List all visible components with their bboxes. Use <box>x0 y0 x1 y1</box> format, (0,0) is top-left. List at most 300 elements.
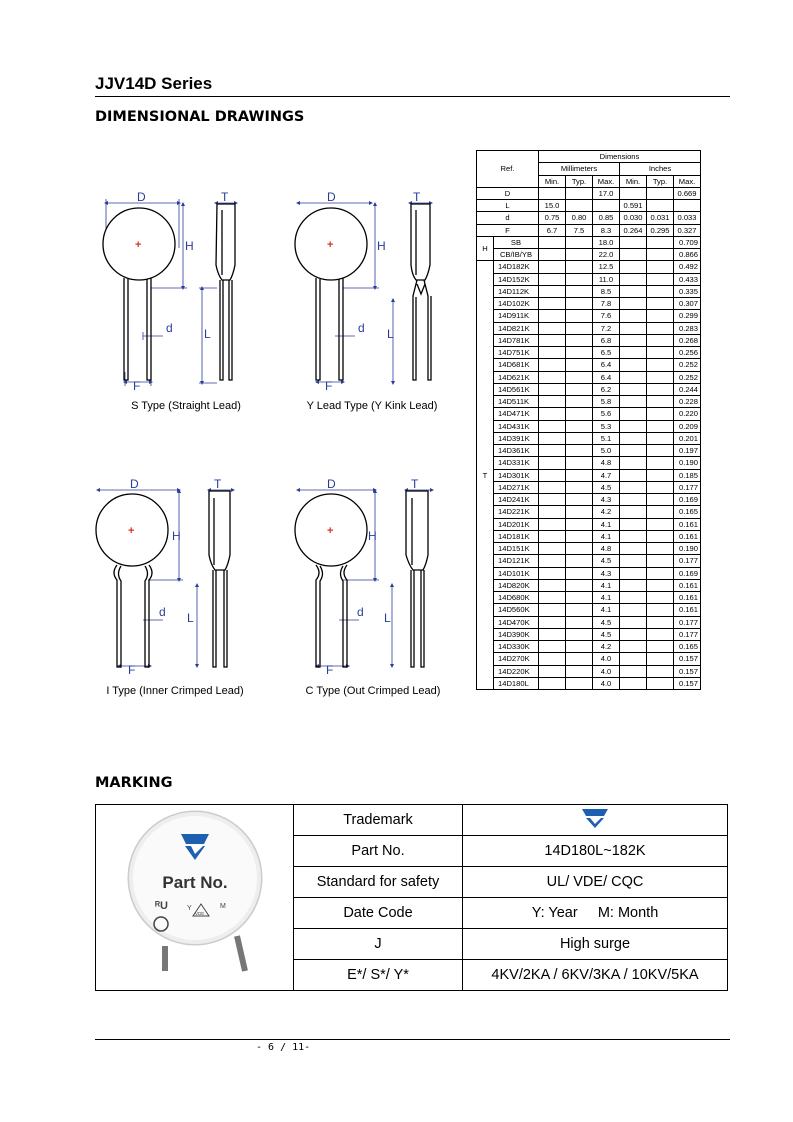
table-cell <box>539 457 566 469</box>
table-row <box>477 212 701 224</box>
table-cell <box>566 298 593 310</box>
table-cell <box>620 530 647 542</box>
table-cell <box>539 555 566 567</box>
h-group-label: H <box>477 236 494 261</box>
s-label-D: D <box>137 190 146 204</box>
table-cell <box>647 432 674 444</box>
table-cell <box>566 555 593 567</box>
value-cell: 0.252 <box>674 371 701 383</box>
dimensions-header: Dimensions <box>539 151 701 163</box>
table-cell <box>566 285 593 297</box>
part-code: 14D101K <box>494 567 539 579</box>
value-cell: 4.1 <box>593 579 620 591</box>
table-row <box>477 383 701 395</box>
i-label-H: H <box>172 529 181 543</box>
table-cell <box>539 530 566 542</box>
value-cell: 0.228 <box>674 396 701 408</box>
part-code: 14D751K <box>494 347 539 359</box>
table-cell <box>539 347 566 359</box>
table-cell <box>620 383 647 395</box>
table-cell <box>647 469 674 481</box>
table-row <box>477 310 701 322</box>
value-cell: 0.80 <box>566 212 593 224</box>
value-cell <box>566 187 593 199</box>
table-cell <box>539 616 566 628</box>
value-cell: 8.5 <box>593 285 620 297</box>
table-cell <box>647 543 674 555</box>
table-cell <box>647 396 674 408</box>
value-cell: 0.161 <box>674 518 701 530</box>
part-code: 14D220K <box>494 665 539 677</box>
table-cell <box>620 518 647 530</box>
marking-label: E*/ S*/ Y* <box>294 960 463 991</box>
marking-m: M <box>219 902 226 910</box>
table-cell <box>647 506 674 518</box>
svg-text:+: + <box>128 525 135 537</box>
table-row <box>477 187 701 199</box>
value-cell: 0.177 <box>674 616 701 628</box>
table-cell <box>620 481 647 493</box>
part-code: 14D201K <box>494 518 539 530</box>
value-cell: 4.0 <box>593 665 620 677</box>
table-row <box>477 396 701 408</box>
value-cell: 12.5 <box>593 261 620 273</box>
table-cell <box>647 641 674 653</box>
table-cell <box>647 592 674 604</box>
table-cell <box>647 359 674 371</box>
table-cell <box>539 383 566 395</box>
row-label: L <box>477 200 539 212</box>
part-code: 14D681K <box>494 359 539 371</box>
y-label-L: L <box>387 327 394 341</box>
table-cell <box>539 665 566 677</box>
value-cell: 0.190 <box>674 457 701 469</box>
value-cell: 0.669 <box>674 187 701 199</box>
value-cell <box>647 200 674 212</box>
value-cell: 17.0 <box>593 187 620 199</box>
part-code: 14D102K <box>494 298 539 310</box>
value-cell: 0.185 <box>674 469 701 481</box>
value-cell: 5.0 <box>593 445 620 457</box>
table-row <box>477 469 701 481</box>
table-cell <box>620 408 647 420</box>
s-label-F: F <box>133 379 141 393</box>
table-cell <box>539 481 566 493</box>
table-cell <box>539 506 566 518</box>
value-cell: 0.307 <box>674 298 701 310</box>
footer-rule <box>95 1039 730 1040</box>
table-cell <box>539 567 566 579</box>
table-cell <box>647 567 674 579</box>
value-cell: 0.165 <box>674 506 701 518</box>
table-cell <box>566 261 593 273</box>
value-cell: 0.244 <box>674 383 701 395</box>
table-row <box>477 604 701 616</box>
value-cell <box>539 187 566 199</box>
value-cell: 0.252 <box>674 359 701 371</box>
marking-label: Part No. <box>294 836 463 867</box>
value-cell: 0.295 <box>647 224 674 236</box>
part-code: 14D112K <box>494 285 539 297</box>
table-cell <box>566 359 593 371</box>
c-label-d: d <box>357 605 364 619</box>
value-cell: 4.8 <box>593 543 620 555</box>
value-cell: 0.161 <box>674 530 701 542</box>
table-row <box>477 273 701 285</box>
value-cell: 4.5 <box>593 628 620 640</box>
marking-label: J <box>294 929 463 960</box>
table-cell <box>647 665 674 677</box>
table-cell <box>566 347 593 359</box>
s-type-caption: S Type (Straight Lead) <box>131 400 241 412</box>
table-cell <box>566 236 593 248</box>
table-cell <box>539 604 566 616</box>
table-row <box>477 420 701 432</box>
value-cell: 7.2 <box>593 322 620 334</box>
table-row <box>477 518 701 530</box>
value-cell: 0.190 <box>674 543 701 555</box>
part-code: 14D390K <box>494 628 539 640</box>
table-cell <box>566 408 593 420</box>
value-cell: 5.6 <box>593 408 620 420</box>
table-cell <box>620 494 647 506</box>
table-cell <box>539 432 566 444</box>
row-label: CB/IB/YB <box>494 249 539 261</box>
marking-value: 14D180L~182K <box>463 836 728 867</box>
table-cell <box>539 494 566 506</box>
column-header: Typ. <box>647 175 674 187</box>
table-row <box>477 224 701 236</box>
s-label-T: T <box>221 190 229 204</box>
table-row <box>477 494 701 506</box>
part-code: 14D221K <box>494 506 539 518</box>
table-cell <box>647 677 674 689</box>
table-cell <box>647 628 674 640</box>
i-label-d: d <box>159 605 166 619</box>
table-row <box>477 530 701 542</box>
c-label-H: H <box>368 529 377 543</box>
value-cell: 0.030 <box>620 212 647 224</box>
table-cell <box>647 408 674 420</box>
table-cell <box>539 249 566 261</box>
table-cell <box>620 592 647 604</box>
table-cell <box>647 518 674 530</box>
table-cell <box>647 530 674 542</box>
y-label-d: d <box>358 321 365 335</box>
value-cell <box>593 200 620 212</box>
table-cell <box>539 322 566 334</box>
table-row <box>477 592 701 604</box>
part-code: 14D560K <box>494 604 539 616</box>
table-row <box>477 628 701 640</box>
i-label-D: D <box>130 477 139 491</box>
marking-label: Trademark <box>294 805 463 836</box>
table-cell <box>566 371 593 383</box>
value-cell: 4.3 <box>593 567 620 579</box>
table-row <box>477 567 701 579</box>
table-cell <box>539 261 566 273</box>
table-cell <box>647 334 674 346</box>
table-row <box>477 445 701 457</box>
part-code: 14D561K <box>494 383 539 395</box>
table-cell <box>566 457 593 469</box>
table-cell <box>539 285 566 297</box>
table-cell <box>647 481 674 493</box>
table-row <box>477 151 701 163</box>
table-cell <box>566 628 593 640</box>
column-header: Min. <box>620 175 647 187</box>
marking-value: 4KV/2KA / 6KV/3KA / 10KV/5KA <box>463 960 728 991</box>
table-cell <box>566 383 593 395</box>
value-cell: 6.2 <box>593 383 620 395</box>
table-row <box>477 677 701 689</box>
part-code: 14D361K <box>494 445 539 457</box>
table-cell <box>566 567 593 579</box>
table-cell <box>620 420 647 432</box>
value-cell: 4.1 <box>593 592 620 604</box>
table-row <box>477 236 701 248</box>
table-cell <box>620 432 647 444</box>
i-label-L: L <box>187 611 194 625</box>
value-cell: 6.8 <box>593 334 620 346</box>
table-cell <box>566 445 593 457</box>
table-row <box>477 457 701 469</box>
c-label-T: T <box>411 477 419 491</box>
table-row <box>477 359 701 371</box>
dimensional-drawings-figure <box>95 180 475 710</box>
part-code: 14D182K <box>494 261 539 273</box>
table-cell <box>566 334 593 346</box>
table-cell <box>620 555 647 567</box>
svg-text:+: + <box>327 239 334 251</box>
value-cell: 4.5 <box>593 555 620 567</box>
part-code: 14D271K <box>494 481 539 493</box>
table-row <box>477 371 701 383</box>
table-cell <box>539 653 566 665</box>
millimeters-header: Millimeters <box>539 163 620 175</box>
value-cell: 0.201 <box>674 432 701 444</box>
value-cell: 0.161 <box>674 579 701 591</box>
table-cell <box>620 236 647 248</box>
part-code: 14D680K <box>494 592 539 604</box>
table-row <box>477 616 701 628</box>
part-code: 14D180L <box>494 677 539 689</box>
table-cell <box>647 604 674 616</box>
table-cell <box>647 273 674 285</box>
value-cell: 0.177 <box>674 555 701 567</box>
part-code: 14D511K <box>494 396 539 408</box>
table-cell <box>647 249 674 261</box>
table-cell <box>647 653 674 665</box>
part-code: 14D330K <box>494 641 539 653</box>
table-cell <box>620 273 647 285</box>
part-code: 14D820K <box>494 579 539 591</box>
value-cell: 0.157 <box>674 653 701 665</box>
svg-text:+: + <box>135 239 142 251</box>
table-cell <box>566 249 593 261</box>
marking-heading: MARKING <box>95 775 173 791</box>
part-code: 14D331K <box>494 457 539 469</box>
value-cell: 0.209 <box>674 420 701 432</box>
table-cell <box>620 506 647 518</box>
value-cell: 5.3 <box>593 420 620 432</box>
value-cell: 4.3 <box>593 494 620 506</box>
value-cell <box>674 200 701 212</box>
table-cell <box>620 457 647 469</box>
value-cell: 8.3 <box>593 224 620 236</box>
table-cell <box>566 506 593 518</box>
value-cell: 6.4 <box>593 359 620 371</box>
table-cell <box>647 494 674 506</box>
i-type-caption: I Type (Inner Crimped Lead) <box>106 685 244 697</box>
table-cell <box>647 383 674 395</box>
value-cell: 11.0 <box>593 273 620 285</box>
table-cell <box>539 592 566 604</box>
table-row <box>477 249 701 261</box>
value-cell: 0.492 <box>674 261 701 273</box>
trademark-logo-icon <box>580 807 610 829</box>
value-cell: 4.1 <box>593 604 620 616</box>
part-code: 14D471K <box>494 408 539 420</box>
header-rule <box>95 96 730 97</box>
table-row <box>477 261 701 273</box>
value-cell: 4.5 <box>593 616 620 628</box>
value-cell: 0.327 <box>674 224 701 236</box>
c-label-F: F <box>326 663 334 677</box>
table-cell <box>620 579 647 591</box>
row-label: SB <box>494 236 539 248</box>
table-cell <box>566 616 593 628</box>
table-cell <box>566 420 593 432</box>
value-cell: 0.157 <box>674 677 701 689</box>
table-cell <box>620 653 647 665</box>
value-cell: 0.335 <box>674 285 701 297</box>
t-group-label: T <box>477 261 494 690</box>
table-row <box>477 579 701 591</box>
ul-logo-icon <box>155 900 168 912</box>
table-cell <box>647 322 674 334</box>
marking-value: Y: Year M: Month <box>463 898 728 929</box>
table-cell <box>620 445 647 457</box>
table-cell <box>647 616 674 628</box>
part-code: 14D391K <box>494 432 539 444</box>
part-code: 14D152K <box>494 273 539 285</box>
value-cell: 15.0 <box>539 200 566 212</box>
table-cell <box>566 604 593 616</box>
dimension-table <box>476 150 701 690</box>
table-row <box>477 334 701 346</box>
part-code: 14D821K <box>494 322 539 334</box>
table-row <box>477 555 701 567</box>
value-cell: 4.8 <box>593 457 620 469</box>
marking-trademark-value <box>463 805 728 836</box>
value-cell: 5.1 <box>593 432 620 444</box>
part-code: 14D241K <box>494 494 539 506</box>
y-type-caption: Y Lead Type (Y Kink Lead) <box>306 400 438 412</box>
table-cell <box>539 310 566 322</box>
table-cell <box>620 677 647 689</box>
table-row <box>477 200 701 212</box>
table-cell <box>539 396 566 408</box>
column-header: Min. <box>539 175 566 187</box>
table-cell <box>620 396 647 408</box>
table-cell <box>539 359 566 371</box>
table-cell <box>620 543 647 555</box>
table-cell <box>620 261 647 273</box>
value-cell: 22.0 <box>593 249 620 261</box>
table-cell <box>620 322 647 334</box>
table-cell <box>566 677 593 689</box>
table-row <box>477 653 701 665</box>
table-cell <box>539 469 566 481</box>
table-cell <box>539 273 566 285</box>
value-cell: 0.299 <box>674 310 701 322</box>
marking-label: Date Code <box>294 898 463 929</box>
marking-y: Y <box>186 904 192 912</box>
value-cell: 0.031 <box>647 212 674 224</box>
value-cell: 4.7 <box>593 469 620 481</box>
table-row <box>477 322 701 334</box>
value-cell: 0.264 <box>620 224 647 236</box>
column-header: Max. <box>593 175 620 187</box>
table-cell <box>647 420 674 432</box>
table-cell <box>566 481 593 493</box>
table-cell <box>566 396 593 408</box>
table-cell <box>620 359 647 371</box>
table-row <box>477 285 701 297</box>
row-label: D <box>477 187 539 199</box>
y-label-H: H <box>377 239 386 253</box>
table-cell <box>566 273 593 285</box>
table-cell <box>620 310 647 322</box>
value-cell: 0.75 <box>539 212 566 224</box>
table-cell <box>620 371 647 383</box>
table-cell <box>566 494 593 506</box>
table-cell <box>566 432 593 444</box>
marking-value: UL/ VDE/ CQC <box>463 867 728 898</box>
table-row <box>477 506 701 518</box>
table-row <box>477 347 701 359</box>
column-header: Max. <box>674 175 701 187</box>
table-row <box>477 481 701 493</box>
c-label-D: D <box>327 477 336 491</box>
part-code: 14D301K <box>494 469 539 481</box>
value-cell: 0.161 <box>674 592 701 604</box>
value-cell: 4.1 <box>593 530 620 542</box>
table-cell <box>620 616 647 628</box>
table-cell <box>647 298 674 310</box>
table-cell <box>647 457 674 469</box>
table-cell <box>620 285 647 297</box>
table-row <box>477 665 701 677</box>
value-cell: 0.161 <box>674 604 701 616</box>
value-cell: 0.177 <box>674 628 701 640</box>
table-cell <box>620 641 647 653</box>
table-cell <box>539 298 566 310</box>
table-cell <box>620 298 647 310</box>
series-title: JJV14D Series <box>95 74 213 93</box>
table-cell <box>566 641 593 653</box>
table-cell <box>539 543 566 555</box>
value-cell: 7.8 <box>593 298 620 310</box>
value-cell: 0.220 <box>674 408 701 420</box>
table-cell <box>566 469 593 481</box>
y-label-T: T <box>413 190 421 204</box>
table-cell <box>566 518 593 530</box>
part-code: 14D431K <box>494 420 539 432</box>
value-cell: 6.5 <box>593 347 620 359</box>
marking-label: Standard for safety <box>294 867 463 898</box>
